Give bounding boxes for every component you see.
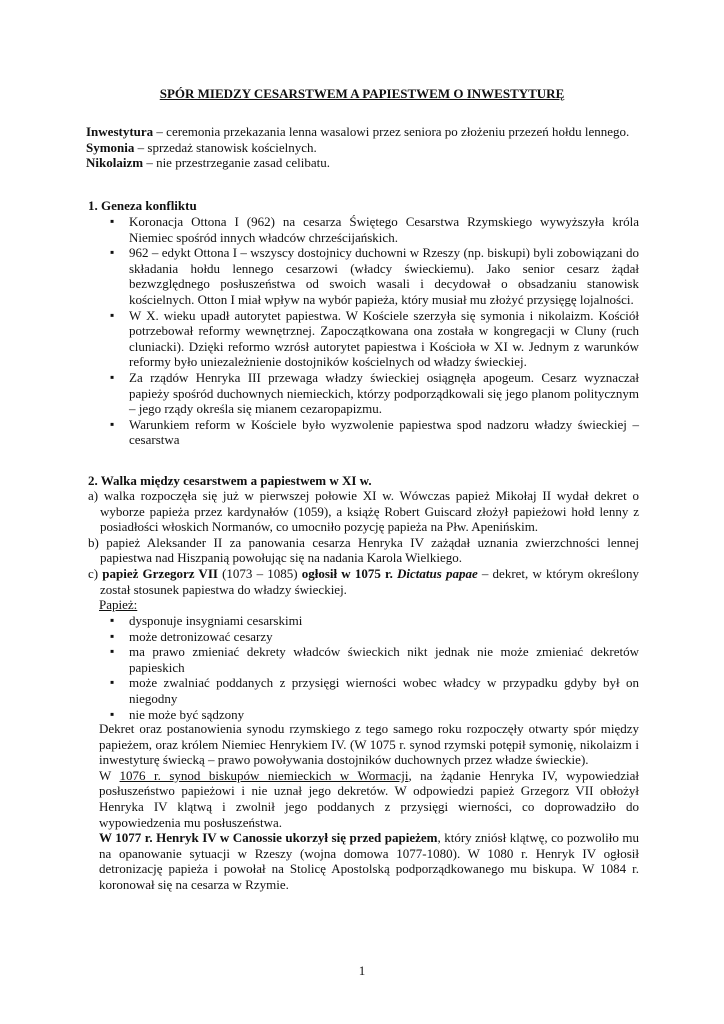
- paragraph-dekret: Dekret oraz postanowienia synodu rzymskiego z tego samego roku rozpoczęły otwarty spór między papieżem, oraz królem Niemiec Henrykiem IV. (W 1075 r. synod rzymski potępił symonię, nikolaizm i inwestyturę świecką – prawo powoływania dostojników duchownych przez władze świeckie).: [99, 721, 639, 768]
- section2-block-abc: [88, 488, 639, 597]
- section2-point-a: a) walka rozpoczęła się już w pierwszej połowie XI w. Wówczas papież Mikołaj II wydał dekret o wyborze papieża przez kardynałów (1059), a książę Robert Guiscard złożył papieżowi hołd lenny z posiadłości włoskich Normanów, co umocniło pozycję papieża na Płw. Apenińskim.: [88, 488, 639, 535]
- papiez-label: Papież:: [99, 597, 138, 612]
- list-item: ▪ ma prawo zmieniać dekrety władców świeckich nikt jednak nie może zmieniać dekretów papieskich: [110, 644, 639, 675]
- papiez-list: [110, 613, 639, 722]
- list-item: ▪ może detronizować cesarzy: [110, 629, 639, 645]
- list-item: ▪ Za rządów Henryka III przewaga władzy świeckiej osiągnęła apogeum. Cesarz wyznaczał papieży spośród duchownych niemieckich, którzy podporządkowali się jego planom politycznym – jego rządy określa się mianem cezaropapizmu.: [110, 370, 639, 417]
- section2-paragraphs: [99, 721, 639, 893]
- section1-heading: 1. Geneza konfliktu: [88, 198, 197, 213]
- list-item: ▪ W X. wieku upadł autorytet papiestwa. W Kościele szerzyła się symonia i nikolaizm. Kościół potrzebował reformy wewnętrznej. Zapoczątkowana ona została w kongregacji w Cluny (ruch cluniacki). Dzięki reformo wzrósł autorytet papiestwa i Kościoła w XI w. Jednym z warunków reformy było uniezależnienie dostojników kościelnych od władzy świeckiej.: [110, 308, 639, 370]
- paragraph-wormacja: W 1076 r. synod biskupów niemieckich w Wormacji, na żądanie Henryka IV, wypowiedział posłuszeństwo papieżowi i nie uznał jego dekretów. W odpowiedzi papież Grzegorz VII obłożył Henryka IV klątwą i zwolnił jego poddanych z przysięgi wierności, co doprowadziło do wypowiedzenia mu posłuszeństwa.: [99, 767, 639, 830]
- list-item: ▪ może zwalniać poddanych z przysięgi wierności wobec władcy w przypadku gdyby był on niegodny: [110, 675, 639, 706]
- section2-point-c: c) papież Grzegorz VII (1073 – 1085) ogłosił w 1075 r. Dictatus papae – dekret, w którym określony został stosunek papiestwa do władzy świeckiej.: [88, 565, 639, 597]
- section2-point-b: b) papież Aleksander II za panowania cesarza Henryka IV zażądał uznania zwierzchności lennej papiestwa nad Hiszpanią powołując się na nadania Karola Wielkiego.: [88, 534, 639, 566]
- definition-symonia: Symonia – sprzedaż stanowisk kościelnych.: [86, 139, 317, 155]
- page-number: 1: [358, 963, 366, 978]
- definition-inwestytura: Inwestytura – ceremonia przekazania lenna wasalowi przez seniora po złożeniu przezeń hołdu lennego.: [86, 124, 630, 139]
- section2-heading: 2. Walka między cesarstwem a papiestwem w XI w.: [88, 473, 372, 488]
- list-item: ▪ nie może być sądzony: [110, 707, 639, 723]
- paragraph-canossa: W 1077 r. Henryk IV w Canossie ukorzył się przed papieżem, który zniósł klątwę, co pozwoliło mu na opanowanie sytuacji w Rzeszy (wojna domowa 1077-1080). W 1080 r. Henryk IV ogłosił detronizację papieża i powołał na Stolicę Apostolską podporządkowanego mu biskupa. W 1084 r. koronował się na cesarza w Rzymie.: [99, 830, 639, 892]
- list-item: ▪ Koronacja Ottona I (962) na cesarza Świętego Cesarstwa Rzymskiego wywyższyła króla Niemiec spośród innych władców chrześcijańskich.: [110, 214, 639, 245]
- list-item: ▪ Warunkiem reform w Kościele było wyzwolenie papiestwa spod nadzoru władzy świeckiej – cesarstwa: [110, 417, 639, 448]
- definition-nikolaizm: Nikolaizm – nie przestrzeganie zasad celibatu.: [86, 155, 331, 171]
- definitions-block: [86, 124, 639, 171]
- list-item: ▪ dysponuje insygniami cesarskimi: [110, 613, 639, 629]
- page-title: SPÓR MIEDZY CESARSTWEM A PAPIESTWEM O INWESTYTURĘ: [159, 86, 565, 101]
- section1-list: [110, 214, 639, 448]
- list-item: ▪ 962 – edykt Ottona I – wszyscy dostojnicy duchowni w Rzeszy (np. biskupi) byli zobowiązani do składania hołdu lennego cesarzowi (władcy świeckiemu). Jako senior cesarz żądał bezwzględnego posłuszeństwa od swoich wasali i decydował o obsadzaniu stanowisk kościelnych. Otton I miał wpływ na wybór papieża, który musiał mu złożyć przysięgę lojalności.: [110, 245, 639, 307]
